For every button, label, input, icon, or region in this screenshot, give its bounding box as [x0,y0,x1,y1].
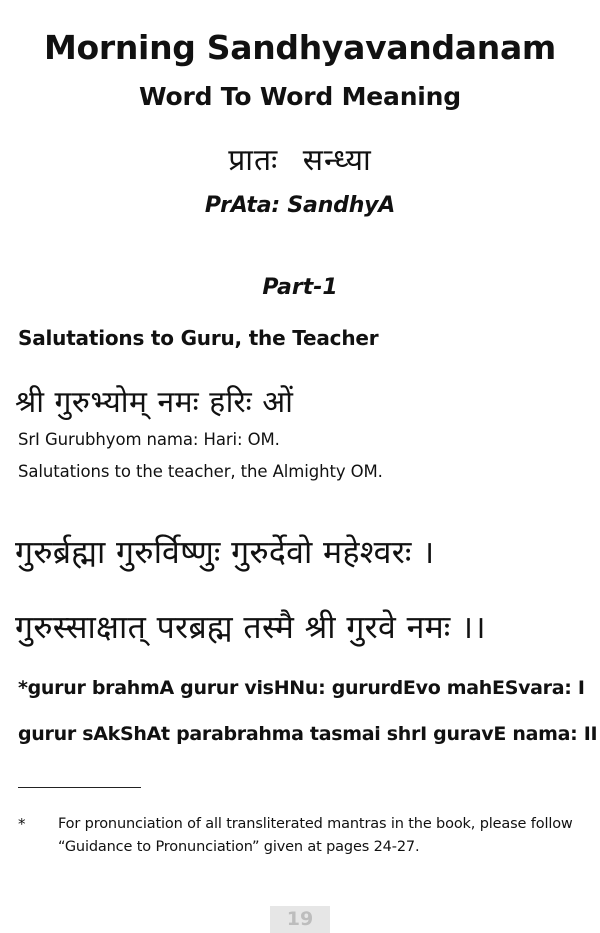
verse-devanagari-line-2: गुरुस्साक्षात् परब्रह्म तस्मै श्री गुरवे नमः ।। [15,608,486,646]
verse-transliteration-line-2: gurur sAkShAt parabrahma tasmai shrI guravE nama: II [18,723,598,745]
devanagari-title: प्रातः सन्ध्या [228,143,372,178]
footnote-marker: * [18,815,26,833]
section-heading: Salutations to Guru, the Teacher [18,326,379,350]
salutation-meaning: Salutations to the teacher, the Almighty OM. [18,462,383,481]
salutation-transliteration: SrI Gurubhyom nama: Hari: OM. [18,430,280,449]
page-number: 19 [270,906,330,933]
devanagari-salutation: श्री गुरुभ्योम् नमः हरिः ओं [15,385,294,420]
page-title: Morning Sandhyavandanam [43,28,557,67]
footnote-divider [18,787,141,788]
verse-transliteration-line-1: *gurur brahmA gurur visHNu: gururdEvo mahESvara: I [18,677,585,699]
transliterated-title: PrAta: SandhyA [204,193,396,218]
part-label: Part-1 [262,275,338,300]
footnote-text: For pronunciation of all transliterated mantras in the book, please follow “Guidance to Pronunciation” given at pages 24-27. [58,816,573,855]
verse-devanagari-line-1: गुरुर्ब्रह्मा गुरुर्विष्णुः गुरुर्देवो महेश्वरः । [15,533,435,571]
page-subtitle: Word To Word Meaning [139,82,461,111]
